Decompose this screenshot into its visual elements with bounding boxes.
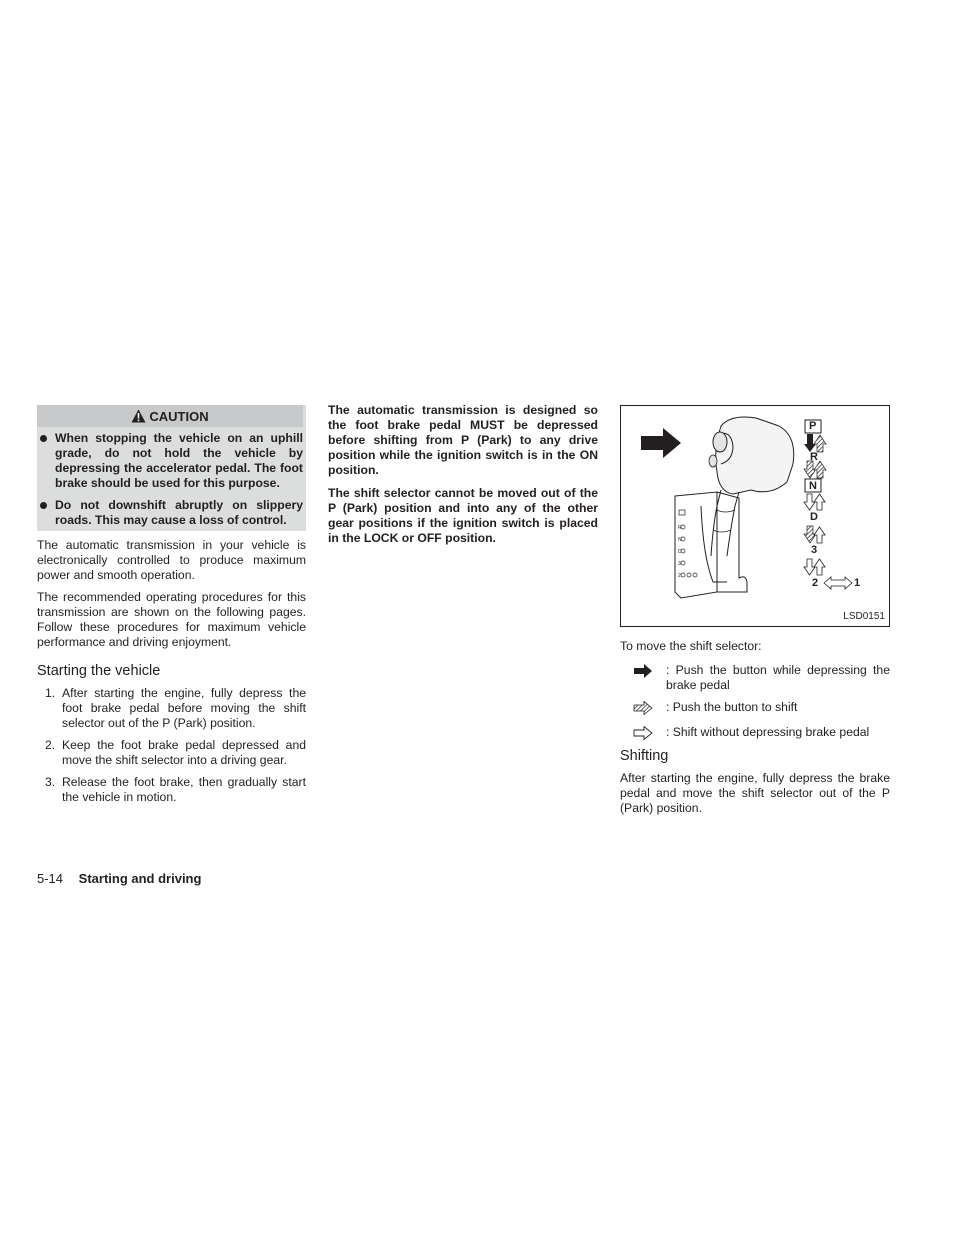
push-arrow-icon [641,428,681,458]
caution-item [37,498,303,528]
step-text: Keep the foot brake pedal depressed and move the shift selector into a driving gear. [62,738,306,767]
svg-text:3: 3 [678,561,681,567]
svg-text:D: D [678,549,682,555]
section-title: Starting and driving [78,871,202,886]
outline-down-arrow-icon [804,494,815,510]
svg-text:R: R [678,525,682,531]
step-number: 3. [45,775,56,789]
caution-box [37,405,306,531]
svg-text:2: 2 [678,573,681,579]
gear-label-n: N [809,480,817,492]
step-text: After starting the engine, fully depress the foot brake pedal before moving the shift selector out of the P (Park) position. [62,686,306,730]
outline-up-arrow-icon [814,559,825,575]
bullet-icon [40,435,47,442]
caution-item-text: Do not downshift abruptly on slippery roads. This may cause a loss of control. [55,498,303,527]
knob-button [713,432,727,452]
warning-triangle-icon [131,409,146,423]
caution-item-text: When stopping the vehicle on an uphill grade, do not hold the vehicle by depressing the accelerator pedal. The foot brake should be used for this purpose. [55,431,303,490]
gear-label-1: 1 [854,577,861,589]
gear-label-2: 2 [812,577,819,589]
shift-gate-plate [675,492,717,598]
step-number: 2. [45,738,56,752]
legend-text: : Shift without depressing brake pedal [666,725,870,739]
outline-arrow-icon [620,725,666,740]
gear-label-d: D [810,511,818,523]
list-item [37,686,306,731]
step-number: 1. [45,686,56,700]
move-selector-intro: To move the shift selector: [620,639,762,653]
caution-item [37,431,303,491]
shift-selector-figure [620,405,890,627]
gear-label-3: 3 [811,544,818,556]
page-footer [37,871,201,887]
caution-header [37,405,303,427]
procedures-paragraph: The recommended operating procedures for this transmission are shown on the following pages. Follow these procedures for maximum vehicle performance and driving enjoyment. [37,590,306,649]
svg-text:N: N [678,537,682,543]
solid-arrow-icon [620,663,666,678]
hatched-arrow-icon [620,700,666,715]
shifting-heading: Shifting [620,748,669,764]
list-item [37,775,306,805]
starting-steps-list [37,686,306,805]
left-column [37,405,306,812]
legend-text: : Push the button while depressing the brake pedal [666,663,890,692]
legend-item [620,725,890,740]
legend-text: : Push the button to shift [666,700,798,714]
figure-code: LSD0151 [843,611,885,622]
list-item [37,738,306,768]
outline-double-arrow-icon [824,577,852,589]
legend-item [620,663,890,693]
shift-lever-illustration [621,406,889,626]
brake-requirement-paragraph: The automatic transmission is designed so the foot brake pedal MUST be depressed before shifting from P (Park) to any drive position while the ignition switch is in the ON position. [328,403,598,477]
caution-list [37,427,303,528]
page-number: 5-14 [37,871,64,886]
step-text: Release the foot brake, then gradually start the vehicle in motion. [62,775,306,804]
shift-knob [716,417,794,494]
ignition-lock-paragraph: The shift selector cannot be moved out of the P (Park) position and into any of the other gear positions if the ignition switch is placed in the LOCK or OFF position. [328,486,598,545]
outline-up-arrow-icon [814,494,825,510]
starting-vehicle-heading: Starting the vehicle [37,663,161,679]
right-column [620,405,890,816]
shifting-paragraph: After starting the engine, fully depress the brake pedal and move the shift selector out of the P (Park) position. [620,771,890,815]
gear-label-p: P [809,420,817,432]
middle-column [328,403,598,554]
gear-label-r: R [810,451,818,463]
caution-title: CAUTION [149,408,209,424]
legend-item [620,700,890,715]
bullet-icon [40,502,47,509]
intro-paragraph: The automatic transmission in your vehicle is electronically controlled to produce maximum power and smooth operation. [37,538,306,582]
outline-down-arrow-icon [804,559,815,575]
outline-up-arrow-icon [814,527,825,543]
